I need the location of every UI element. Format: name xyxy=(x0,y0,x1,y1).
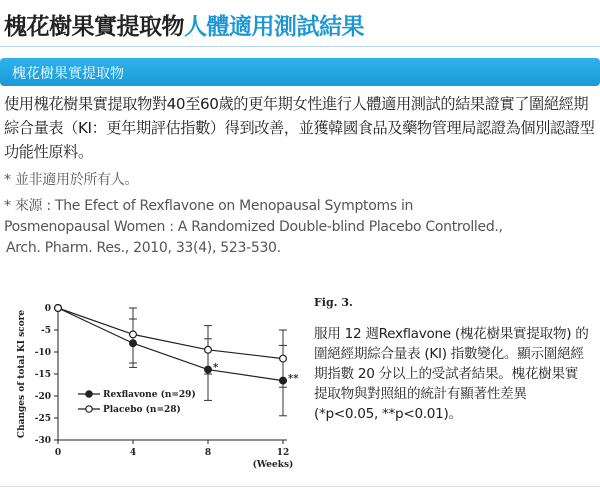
series-line-2 xyxy=(58,308,283,359)
section-header-label: 槐花樹果實提取物 xyxy=(12,66,124,82)
legend-marker xyxy=(86,391,92,397)
x-tick-label: 12 xyxy=(276,448,290,458)
data-point xyxy=(130,340,137,347)
data-point xyxy=(130,331,137,338)
data-point xyxy=(280,355,287,362)
legend-marker xyxy=(86,406,92,412)
y-tick-label: -15 xyxy=(34,370,51,380)
source-line-3: Arch. Pharm. Res., 2010, 33(4), 523-530. xyxy=(6,240,281,256)
ki-score-chart xyxy=(0,292,306,490)
x-tick-label: 0 xyxy=(54,448,62,458)
figure-label: Fig. 3. xyxy=(314,296,353,309)
source-line-2: Posmenopausal Women : A Randomized Double-blind Placebo Controlled., xyxy=(4,219,503,235)
y-tick-label: -25 xyxy=(34,414,51,424)
data-point xyxy=(280,377,287,384)
section-header-bar xyxy=(0,58,600,86)
title-divider xyxy=(0,46,600,47)
data-point xyxy=(55,305,62,312)
legend-label: Rexflavone (n=29) xyxy=(103,390,196,400)
figure-caption: 服用 12 週Rexflavone (槐花樹果實提取物) 的圍絕經期綜合量表 (KI) 指數變化。顯示圍絕經期指數 20 分以上的受試者結果。槐花樹果實提取物與對照組的統計有顯著性差異 (*p<0.05, **p<0.01)。 xyxy=(314,326,589,422)
page-title-accent: 人體適用測試結果 xyxy=(184,14,364,40)
bottom-divider xyxy=(0,486,600,487)
description-paragraph: 使用槐花樹果實提取物對40至60歲的更年期女性進行人體適用測試的結果證實了圍絕經期綜合量表（KI：更年期評估指數）得到改善，並獲韓國食品及藥物管理局認證為個別認證型功能性原料。 xyxy=(4,95,595,161)
y-tick-label: 0 xyxy=(44,304,51,314)
y-tick-label: -5 xyxy=(41,326,51,336)
series-line-1 xyxy=(58,308,283,381)
source-line-1: * 來源 : The Efect of Rexflavone on Menopausal Symptoms in xyxy=(4,198,414,214)
y-tick-label: -10 xyxy=(34,348,51,358)
figure-panel xyxy=(0,292,600,490)
y-tick-label: -30 xyxy=(34,436,51,446)
y-tick-label: -20 xyxy=(34,392,51,402)
page-title xyxy=(4,8,364,41)
data-point xyxy=(205,366,212,373)
x-axis-title: (Weeks) xyxy=(252,460,294,470)
legend-label: Placebo (n=28) xyxy=(103,405,181,415)
data-point xyxy=(205,346,212,353)
applicability-note: * 並非適用於所有人。 xyxy=(4,172,139,188)
x-tick-label: 4 xyxy=(129,448,137,458)
source-reference xyxy=(4,196,600,259)
page-title-main: 槐花樹果實提取物 xyxy=(4,14,184,40)
y-axis-title: Changes of total KI score xyxy=(17,309,27,439)
x-tick-label: 8 xyxy=(204,448,212,458)
significance-marker: * xyxy=(213,362,219,374)
significance-marker: ** xyxy=(288,373,299,385)
